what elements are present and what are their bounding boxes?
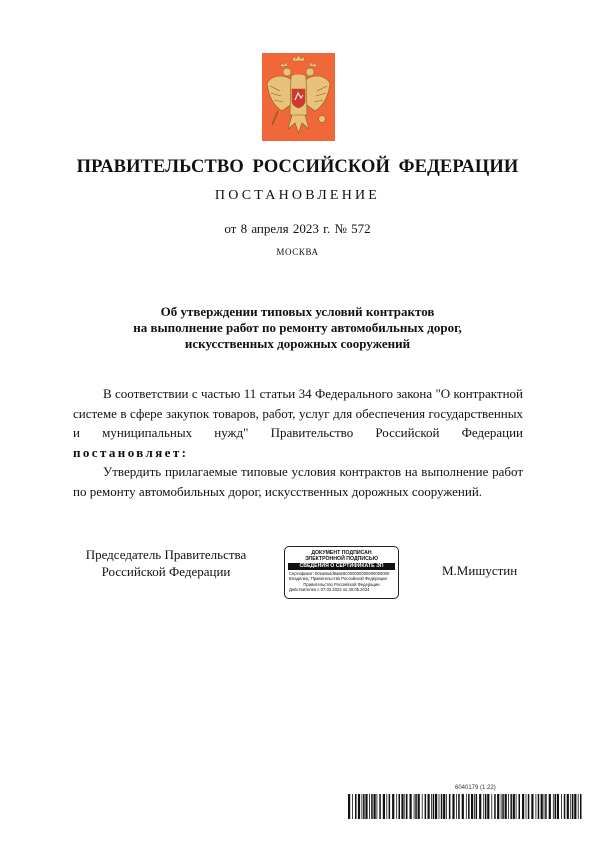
stamp-row: Владелец: Правительство Российской Федерации [289,576,387,582]
barcode-bar [401,794,403,819]
barcode-bar [538,794,540,819]
barcode-bar [466,794,467,819]
stamp-row: Правительство Российской Федерации [303,581,380,587]
barcode-bar [452,794,454,819]
barcode-bar [422,794,423,819]
signatory-position [72,546,260,580]
barcode-bar [508,794,509,819]
barcode-bar [505,794,507,819]
barcode-bar [377,794,378,819]
barcode-bar [561,794,562,819]
subject-line: Об утверждении типовых условий контрактов [160,304,435,319]
document-body [73,384,523,501]
barcode-bar [494,794,496,819]
barcode-bar [522,794,524,819]
paragraph-text: В соответствии с частью 11 статьи 34 Федерального закона "О контрактной системе в сфере закупок товаров, работ, услуг для обеспечения государственных и муниципальных нужд" Правительство Российской Федерации [73,386,523,440]
position-line: Российской Федерации [101,564,231,579]
barcode-bar [476,794,478,819]
barcode-bar [502,794,504,819]
barcode-bar [386,794,387,819]
electronic-signature-stamp [284,546,399,599]
barcode-bar [379,794,381,819]
barcode-bar [371,794,373,819]
stamp-row: Действителен с 07.03.2023 по 30.05.2024 [289,587,370,593]
stamp-line: ЭЛЕКТРОННОЙ ПОДПИСЬЮ [305,556,378,562]
document-date-number: от 8 апреля 2023 г. № 572 [224,221,371,236]
barcode-bar [491,794,492,819]
barcode-bar [443,794,445,819]
barcode-bar [471,794,473,819]
barcode-bar [365,794,367,819]
barcode-bar [362,794,363,819]
document-city: МОСКВА [276,247,319,257]
barcode-bar [485,794,487,819]
barcode-bar [414,794,415,819]
document-type: ПОСТАНОВЛЕНИЕ [214,188,381,203]
barcode-bar [557,794,559,819]
barcode-bar [363,794,365,819]
barcode-bar [396,794,397,819]
barcode-bar [428,794,430,819]
barcode-bar [374,794,376,819]
barcode-bar [431,794,432,819]
barcode-bar [474,794,475,819]
barcode-bar [549,794,551,819]
resolution-word: постановляет: [73,444,189,460]
government-title: ПРАВИТЕЛЬСТВО РОССИЙСКОЙ ФЕДЕРАЦИИ [76,157,519,177]
barcode-bar [545,794,547,819]
barcode-bar [564,794,566,819]
stamp-line: ДОКУМЕНТ ПОДПИСАН [311,550,372,556]
document-subject [80,304,515,352]
barcode-bar [404,794,405,819]
barcode-bar [456,794,457,819]
barcode-bar [574,794,576,819]
barcode-bar [580,794,582,819]
barcode-bar [567,794,569,819]
barcode-bar [497,794,499,819]
barcode-bar [544,794,545,819]
barcode-bar [468,794,470,819]
barcode-bar [355,794,357,819]
barcode-number: 6040179 (1.22) [455,785,496,791]
barcode-bar [555,794,557,819]
barcode-bar [433,794,435,819]
barcode-bar [572,794,574,819]
barcode-bar [501,794,502,819]
barcode-bar [418,794,420,819]
barcode-bar [479,794,481,819]
barcode-bar [410,794,412,819]
subject-line: искусственных дорожных сооружений [184,336,411,351]
barcode-bar [487,794,489,819]
barcode-bar [425,794,427,819]
barcode-bar [439,794,440,819]
barcode-bar [528,794,530,819]
barcode-bar [352,794,353,819]
barcode-icon [348,794,583,819]
subject-line: на выполнение работ по ремонту автомобильных дорог, [133,320,462,335]
stamp-header: СВЕДЕНИЯ О СЕРТИФИКАТЕ ЭП [288,563,395,570]
barcode-bar [519,794,521,819]
body-paragraph [73,384,523,462]
barcode-bar [358,794,360,819]
barcode-bar [369,794,370,819]
barcode-bar [399,794,401,819]
barcode-bar [513,794,515,819]
russian-coat-of-arms-icon [262,53,335,141]
barcode-bar [446,794,447,819]
barcode-bar [570,794,571,819]
barcode-bar [536,794,537,819]
stamp-row: Сертификат: 00ea8a4d9a6e8c000000000000000000 [289,571,390,576]
body-paragraph: Утвердить прилагаемые типовые условия контрактов на выполнение работ по ремонту автомобильных дорог, искусственных дорожных сооружений. [73,464,523,499]
barcode-bar [510,794,512,819]
barcode-bar [348,794,350,819]
barcode-bar [531,794,533,819]
barcode-bar [553,794,554,819]
barcode-bar [389,794,391,819]
barcode-bar [541,794,543,819]
barcode-bar [406,794,408,819]
barcode-bar [526,794,527,819]
barcode-bar [392,794,394,819]
barcode-bar [415,794,417,819]
barcode-bar [383,794,385,819]
barcode-bar [462,794,464,819]
position-line: Председатель Правительства [85,547,247,562]
barcode-bar [516,794,517,819]
barcode-bar [435,794,437,819]
barcode-bar [458,794,460,819]
signatory-name: М.Мишустин [442,563,518,578]
barcode-bar [483,794,484,819]
barcode-bar [578,794,579,819]
barcode-bar [441,794,443,819]
barcode-bar [449,794,451,819]
